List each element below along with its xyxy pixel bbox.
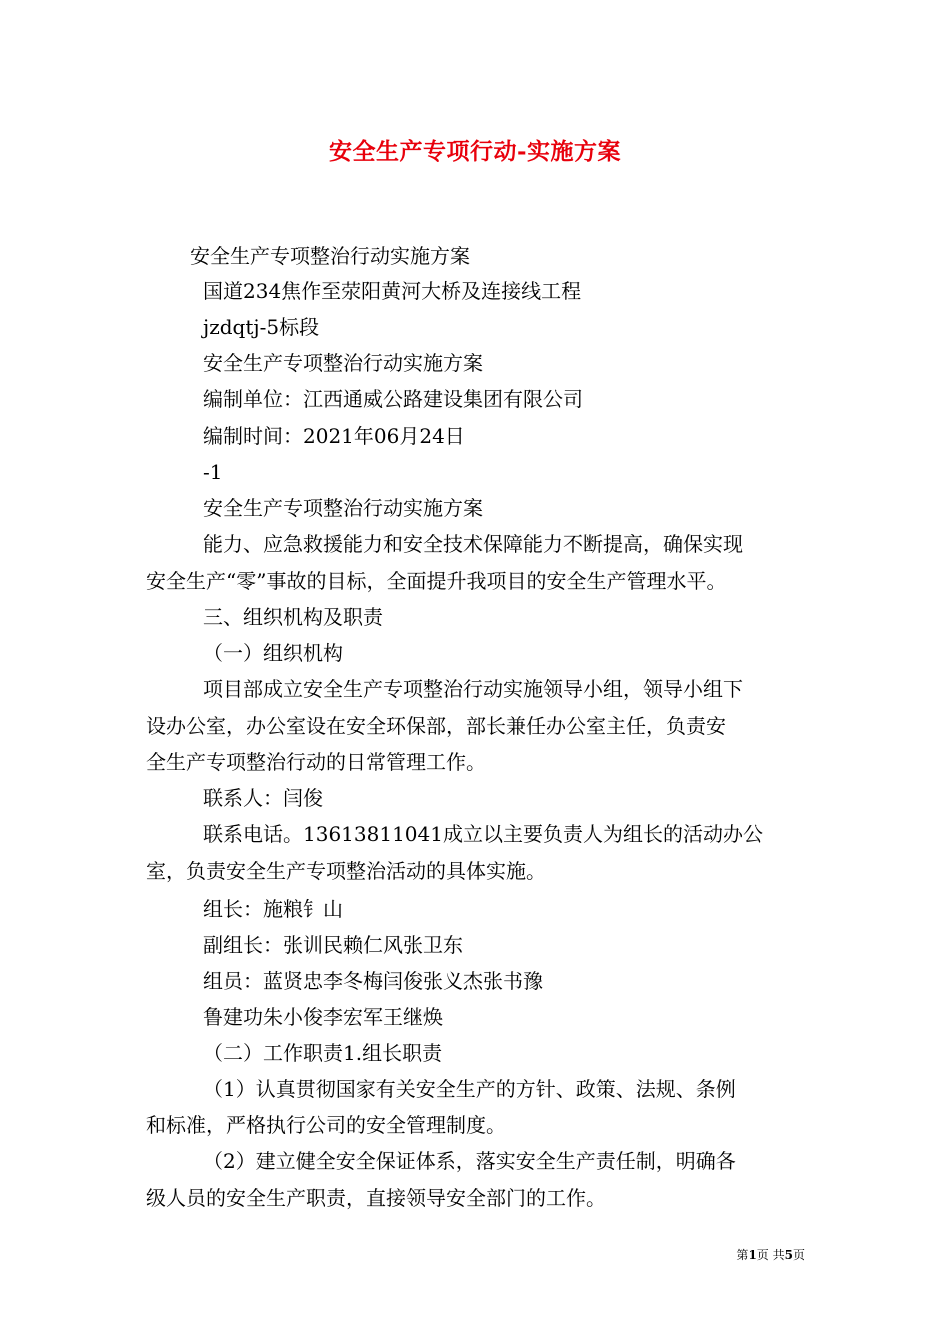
text-line: 安全生产“零”事故的目标，全面提升我项目的安全生产管理水平。 — [146, 569, 727, 593]
text-line: 项目部成立安全生产专项整治行动实施领导小组，领导小组下 — [203, 677, 743, 701]
text-line: 安全生产专项整治行动实施方案 — [190, 244, 470, 268]
text-line: 编制时间：2021年06月24日 — [203, 424, 465, 448]
text-line: 级人员的安全生产职责，直接领导安全部门的工作。 — [146, 1186, 606, 1210]
deputy-leader-line: 副组长：张训民赖仁风张卫东 — [203, 933, 463, 957]
text-line: （2）建立健全安全保证体系，落实安全生产责任制，明确各 — [203, 1149, 736, 1173]
text-line: （1）认真贯彻国家有关安全生产的方针、政策、法规、条例 — [203, 1077, 736, 1101]
footer-mid: 页 共 — [756, 1248, 785, 1262]
text-line: 安全生产专项整治行动实施方案 — [203, 351, 483, 375]
section-heading: 三、组织机构及职责 — [203, 605, 383, 629]
text-line: 编制单位：江西通威公路建设集团有限公司 — [203, 387, 583, 411]
footer-suffix: 页 — [792, 1248, 805, 1262]
subsection-heading: （二）工作职责1.组长职责 — [203, 1041, 443, 1065]
text-line: 和标准，严格执行公司的安全管理制度。 — [146, 1113, 506, 1137]
subsection-heading: （一）组织机构 — [203, 641, 343, 665]
text-line: 安全生产专项整治行动实施方案 — [203, 496, 483, 520]
text-line: jzdqtj-5标段 — [203, 315, 320, 339]
members-line: 组员：蓝贤忠李冬梅闫俊张义杰张书豫 — [203, 969, 543, 993]
document-title: 安全生产专项行动-实施方案 — [328, 138, 622, 165]
contact-person: 联系人：闫俊 — [203, 786, 323, 810]
text-line: 设办公室，办公室设在安全环保部，部长兼任办公室主任，负责安 — [146, 714, 726, 738]
footer-prefix: 第 — [736, 1248, 749, 1262]
footer-page-number: 1 — [748, 1248, 757, 1262]
page-footer — [736, 1246, 805, 1263]
leader-line: 组长：施粮钅山 — [203, 897, 343, 921]
members-line: 鲁建功朱小俊李宏军王继焕 — [203, 1005, 443, 1029]
text-line: 国道234焦作至荥阳黄河大桥及连接线工程 — [203, 279, 582, 303]
footer-total-pages: 5 — [784, 1248, 793, 1262]
text-line: -1 — [203, 460, 223, 484]
contact-phone: 联系电话。13613811041成立以主要负责人为组长的活动办公 — [203, 822, 763, 846]
text-line: 室，负责安全生产专项整治活动的具体实施。 — [146, 859, 546, 883]
text-line: 能力、应急救援能力和安全技术保障能力不断提高，确保实现 — [203, 532, 743, 556]
text-line: 全生产专项整治行动的日常管理工作。 — [146, 750, 486, 774]
